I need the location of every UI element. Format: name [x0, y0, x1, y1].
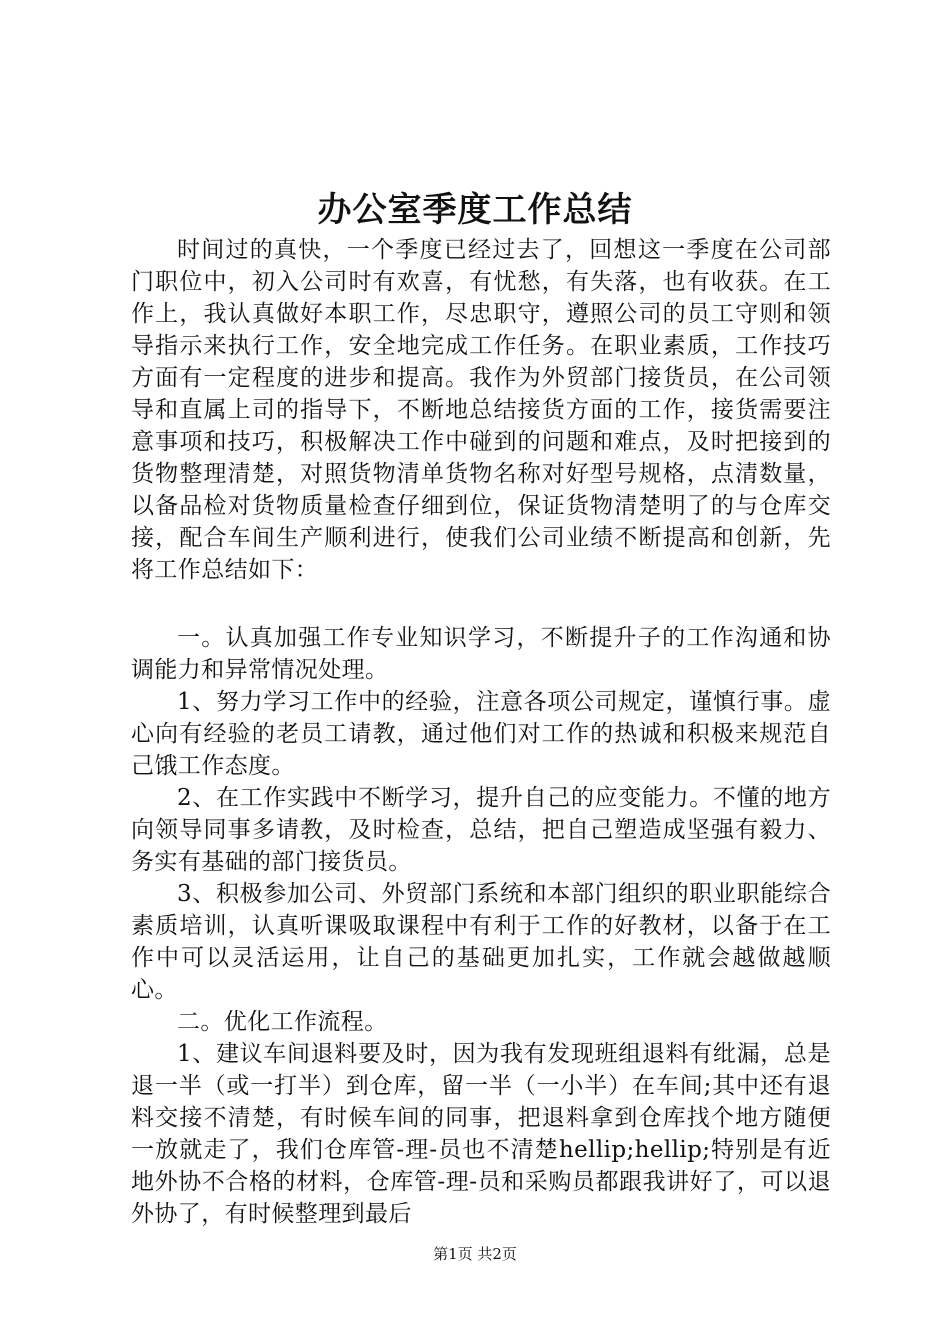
paragraph-item-1: 1、努力学习工作中的经验，注意各项公司规定，谨慎行事。虚心向有经验的老员工请教，通过他们对工作的热诚和积极来规范自己饿工作态度。	[131, 689, 831, 779]
document-title: 办公室季度工作总结	[317, 190, 633, 230]
page-number-footer: 第1页 共2页	[433, 1245, 517, 1263]
paragraph-section-2-heading: 二。优化工作流程。	[177, 1009, 388, 1035]
document-body	[131, 234, 831, 1230]
paragraph-section-2-item-1: 1、建议车间退料要及时，因为我有发现班组退料有纰漏，总是退一半（或一打半）到仓库，留一半（一小半）在车间;其中还有退料交接不清楚，有时候车间的同事，把退料拿到仓库找个地方随便一放就走了，我们仓库管-理-员也不清楚hellip;hellip;特别是有近地外协不合格的材料，仓库管-理-员和采购员都跟我讲好了，可以退外协了，有时候整理到最后	[131, 1041, 831, 1227]
paragraph-intro: 时间过的真快，一个季度已经过去了，回想这一季度在公司部门职位中，初入公司时有欢喜，有忧愁，有失落，也有收获。在工作上，我认真做好本职工作，尽忠职守，遵照公司的员工守则和领导指示来执行工作，安全地完成工作任务。在职业素质，工作技巧方面有一定程度的进步和提高。我作为外贸部门接货员，在公司领导和直属上司的指导下，不断地总结接货方面的工作，接货需要注意事项和技巧，积极解决工作中碰到的问题和难点，及时把接到的货物整理清楚，对照货物清单货物名称对好型号规格，点清数量，以备品检对货物质量检查仔细到位，保证货物清楚明了的与仓库交接，配合车间生产顺利进行，使我们公司业绩不断提高和创新，先将工作总结如下：	[131, 237, 831, 583]
paragraph-item-3: 3、积极参加公司、外贸部门系统和本部门组织的职业职能综合素质培训，认真听课吸取课程中有利于工作的好教材，以备于在工作中可以灵活运用，让自己的基础更加扎实，工作就会越做越顺心。	[131, 881, 831, 1003]
paragraph-section-1-heading: 一。认真加强工作专业知识学习，不断提升子的工作沟通和协调能力和异常情况处理。	[131, 625, 831, 683]
paragraph-item-2: 2、在工作实践中不断学习，提升自己的应变能力。不懂的地方向领导同事多请教，及时检查，总结，把自己塑造成坚强有毅力、务实有基础的部门接货员。	[131, 785, 831, 875]
